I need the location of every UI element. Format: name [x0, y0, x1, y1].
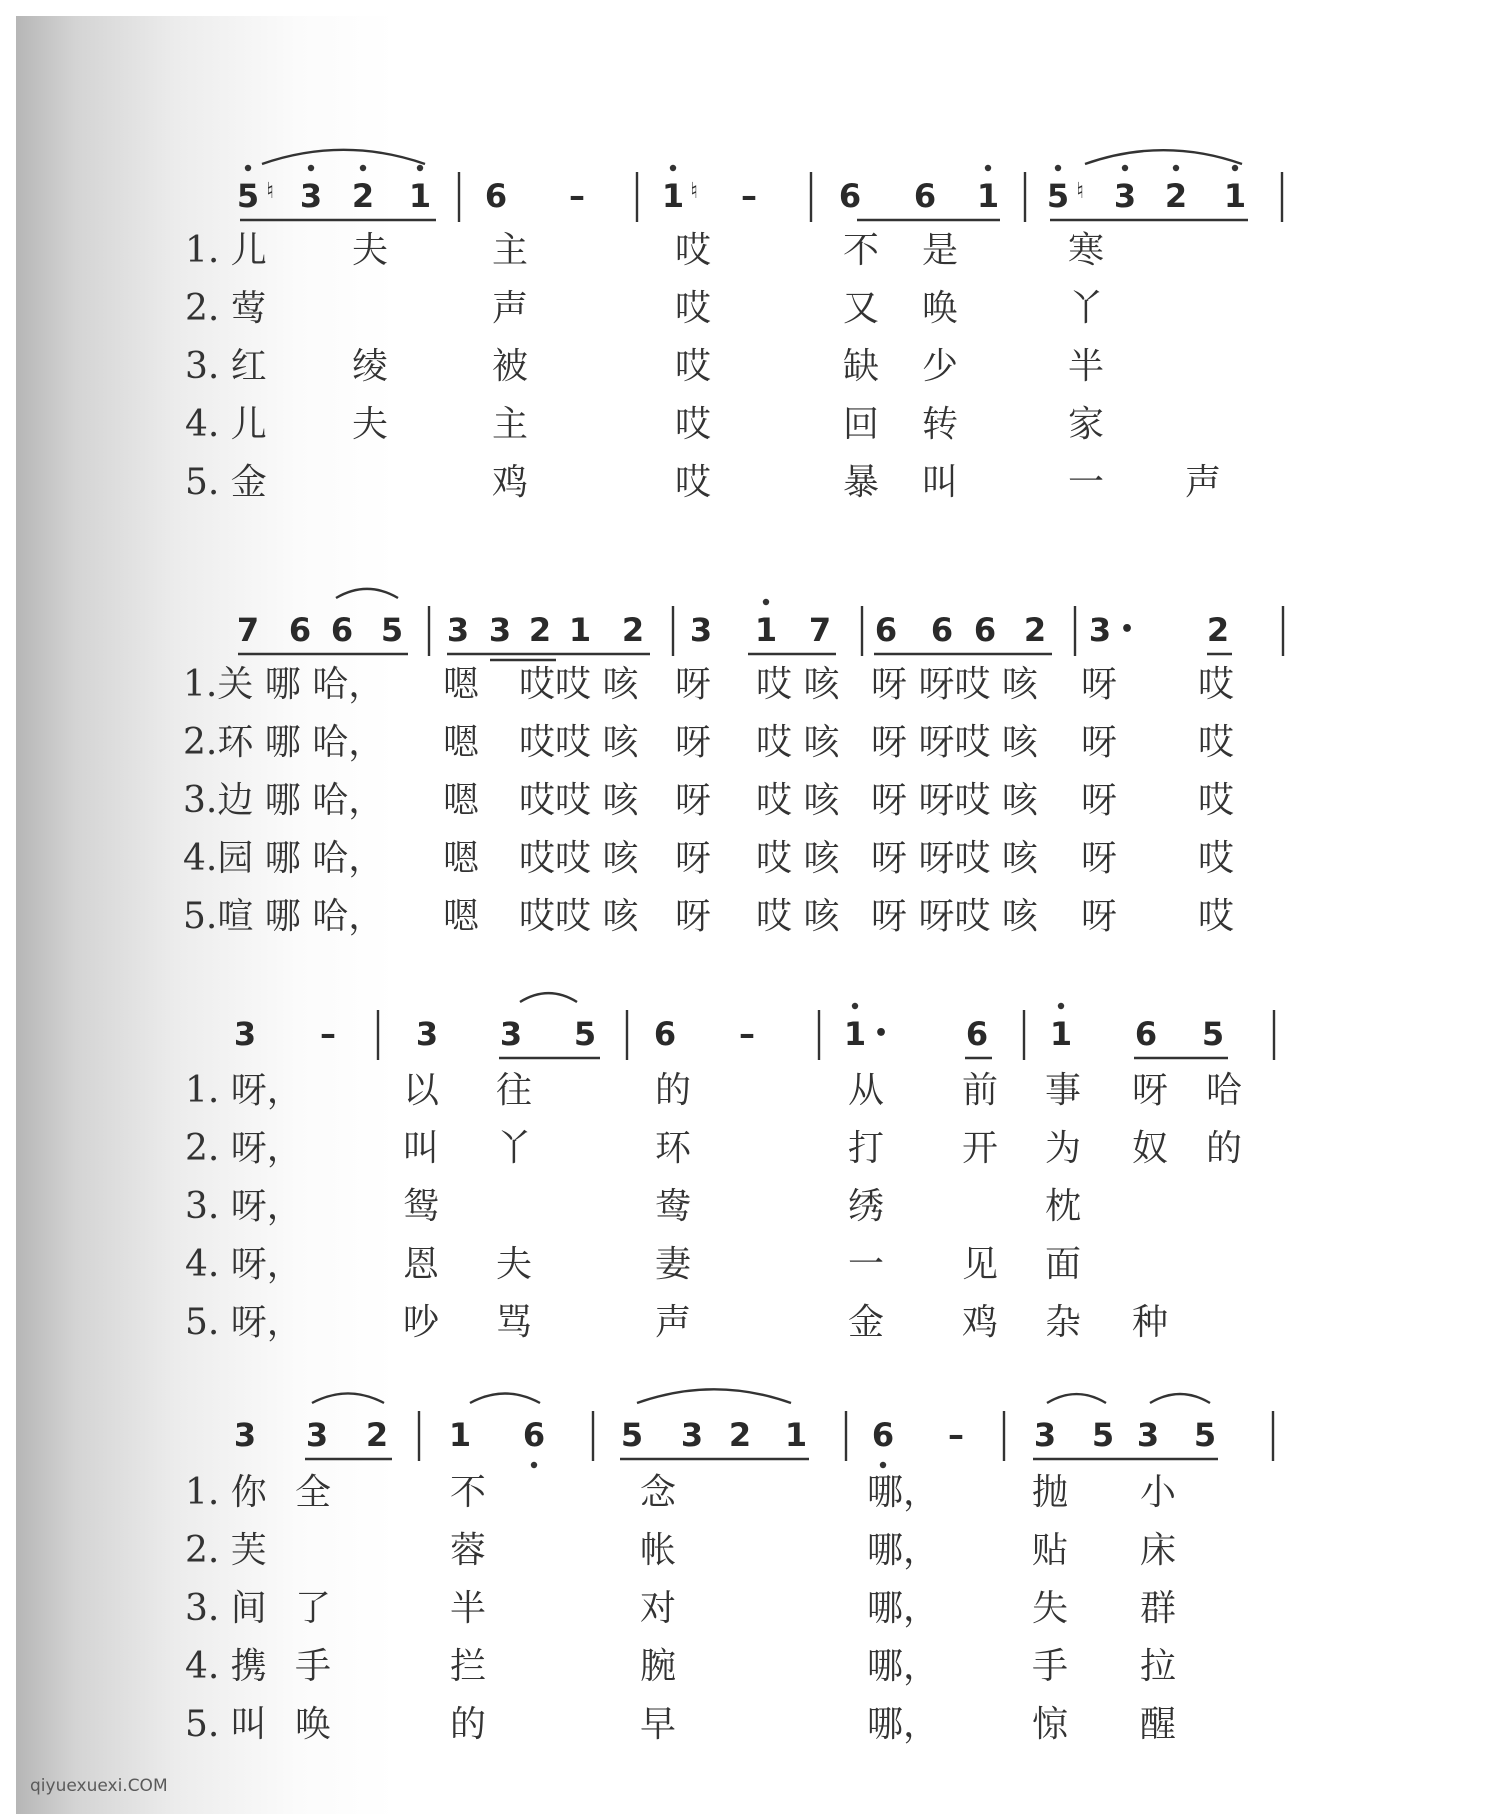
lyric-syllable: 的: [655, 1070, 692, 1111]
jianpu-note: 1: [784, 1416, 808, 1454]
octave-dot-above: [670, 165, 676, 171]
slur: [1150, 1394, 1210, 1403]
slur: [1085, 150, 1242, 164]
lyric-syllable: 哎: [1198, 896, 1235, 937]
lyric-syllable: 贴: [1032, 1530, 1069, 1571]
lyric-syllable: 3.边 哪 哈，: [183, 780, 385, 821]
lyric-syllable: 呀: [1132, 1070, 1169, 1111]
lyric-syllable: 哎 咳: [756, 780, 840, 821]
lyric-syllable: 呀: [1081, 722, 1118, 763]
lyric-syllable: 4. 呀，: [185, 1244, 303, 1285]
lyric-syllable: 哎哎 咳: [519, 722, 639, 763]
jianpu-note: 7: [236, 611, 260, 649]
jianpu-note: 6: [965, 1015, 989, 1053]
slur: [637, 1389, 791, 1403]
lyric-syllable: 又: [843, 288, 880, 329]
jianpu-note: 2: [1206, 611, 1230, 649]
lyric-syllable: 丫: [1068, 288, 1105, 329]
lyric-syllable: 的: [1206, 1128, 1243, 1169]
lyric-syllable: 哎: [675, 230, 712, 271]
lyric-syllable: 种: [1132, 1302, 1169, 1343]
lyric-syllable: 呀: [675, 780, 712, 821]
lyric-syllable: 哎: [1198, 664, 1235, 705]
lyric-syllable: 呀: [1081, 896, 1118, 937]
jianpu-note: 6: [330, 611, 354, 649]
jianpu-note: 3: [680, 1416, 704, 1454]
lyric-syllable: 早: [640, 1704, 677, 1745]
jianpu-note: 2: [365, 1416, 389, 1454]
jianpu-note: 3: [1088, 611, 1112, 649]
lyric-syllable: 枕: [1045, 1186, 1082, 1227]
jianpu-note: 3: [305, 1416, 329, 1454]
jianpu-note: 2: [621, 611, 645, 649]
lyric-syllable: 失: [1032, 1588, 1069, 1629]
lyric-syllable: 哪，: [867, 1530, 940, 1571]
jianpu-note: 1: [1049, 1015, 1073, 1053]
lyric-syllable: 骂: [496, 1302, 533, 1343]
jianpu-note: ♮: [1076, 179, 1084, 204]
jianpu-note: 7: [808, 611, 832, 649]
lyric-syllable: 3. 呀，: [185, 1186, 303, 1227]
jianpu-note: 6: [522, 1416, 546, 1454]
slur: [312, 1393, 384, 1403]
lyric-syllable: 杂: [1045, 1302, 1082, 1343]
lyric-syllable: 2. 莺: [185, 288, 267, 329]
lyric-syllable: 声: [492, 288, 529, 329]
jianpu-note: 6: [874, 611, 898, 649]
jianpu-note: –: [948, 1416, 964, 1454]
octave-dot-above: [308, 165, 314, 171]
lyric-syllable: 4. 携: [185, 1646, 267, 1687]
jianpu-note: 3: [233, 1015, 257, 1053]
lyric-syllable: 不: [843, 230, 880, 271]
lyric-syllable: 事: [1045, 1070, 1082, 1111]
lyric-syllable: 丫: [496, 1128, 533, 1169]
octave-dot-above: [763, 599, 769, 605]
lyric-syllable: 是: [922, 230, 959, 271]
lyric-syllable: 为: [1045, 1128, 1082, 1169]
jianpu-note: 3: [446, 611, 470, 649]
lyric-syllable: 手: [295, 1646, 332, 1687]
jianpu-note: 2: [528, 611, 552, 649]
lyric-syllable: 呀 呀哎 咳: [871, 722, 1038, 763]
lyric-syllable: 被: [492, 346, 529, 387]
lyric-syllable: 抛: [1032, 1472, 1069, 1513]
lyric-syllable: 嗯: [443, 896, 480, 937]
lyric-syllable: 嗯: [443, 780, 480, 821]
jianpu-note: 6: [484, 177, 508, 215]
lyric-syllable: 声: [655, 1302, 692, 1343]
lyric-syllable: 主: [492, 230, 529, 271]
lyric-syllable: 1. 你: [185, 1472, 267, 1513]
lyric-syllable: 转: [922, 404, 959, 445]
jianpu-note: ♮: [266, 179, 274, 204]
jianpu-note: 1: [754, 611, 778, 649]
lyric-syllable: 3. 间: [185, 1588, 267, 1629]
lyric-syllable: 夫: [352, 230, 389, 271]
lyric-syllable: 小: [1140, 1472, 1177, 1513]
lyric-syllable: 呀: [675, 722, 712, 763]
jianpu-note: 6: [973, 611, 997, 649]
lyric-syllable: 嗯: [443, 838, 480, 879]
lyric-syllable: 哎: [675, 404, 712, 445]
jianpu-note: 3: [415, 1015, 439, 1053]
lyric-syllable: 哈: [1206, 1070, 1243, 1111]
jianpu-note: 6: [288, 611, 312, 649]
lyric-syllable: 哪，: [867, 1704, 940, 1745]
lyric-syllable: 4.园 哪 哈，: [183, 838, 385, 879]
lyric-syllable: 5.喧 哪 哈，: [183, 896, 385, 937]
lyric-syllable: 夫: [496, 1244, 533, 1285]
lyric-syllable: 哎哎 咳: [519, 896, 639, 937]
lyric-syllable: 1. 儿: [185, 230, 267, 271]
jianpu-note: 2: [1164, 177, 1188, 215]
lyric-syllable: 呀: [1081, 780, 1118, 821]
lyric-syllable: 环: [655, 1128, 692, 1169]
lyric-syllable: 2. 芙: [185, 1530, 267, 1571]
lyric-syllable: 哎: [675, 288, 712, 329]
jianpu-note: 5: [1193, 1416, 1217, 1454]
lyric-syllable: 少: [922, 346, 959, 387]
jianpu-note: 6: [1134, 1015, 1158, 1053]
watermark-text: qiyuexuexi.COM: [30, 1776, 168, 1796]
lyric-syllable: 哎: [1198, 838, 1235, 879]
jianpu-note: 6: [913, 177, 937, 215]
jianpu-note: 1: [1223, 177, 1247, 215]
lyric-syllable: 夫: [352, 404, 389, 445]
jianpu-note: 1: [448, 1416, 472, 1454]
lyric-syllable: 哎哎 咳: [519, 838, 639, 879]
lyric-syllable: 半: [1068, 346, 1105, 387]
lyric-syllable: 半: [450, 1588, 487, 1629]
lyric-syllable: 哪，: [867, 1472, 940, 1513]
jianpu-note: 5: [236, 177, 260, 215]
lyric-syllable: 呀 呀哎 咳: [871, 664, 1038, 705]
jianpu-note: 1: [661, 177, 685, 215]
lyric-syllable: 呀: [1081, 838, 1118, 879]
lyric-syllable: 哎 咳: [756, 838, 840, 879]
octave-dot-below: [880, 1462, 886, 1468]
lyric-syllable: 了: [295, 1588, 332, 1629]
octave-dot-above: [1058, 1003, 1064, 1009]
slur: [262, 150, 425, 164]
lyric-syllable: 鸳: [403, 1186, 440, 1227]
lyric-syllable: 打: [848, 1128, 885, 1169]
jianpu-note: 5: [1091, 1416, 1115, 1454]
lyric-syllable: 一: [1068, 462, 1105, 503]
lyric-syllable: 2.环 哪 哈，: [183, 722, 385, 763]
jianpu-note: 6: [871, 1416, 895, 1454]
lyric-syllable: 3. 红: [185, 346, 267, 387]
lyric-syllable: 暴: [843, 462, 880, 503]
jianpu-note: 2: [351, 177, 375, 215]
lyric-syllable: 呀 呀哎 咳: [871, 780, 1038, 821]
lyric-syllable: 1.关 哪 哈，: [183, 664, 385, 705]
jianpu-note: 6: [838, 177, 862, 215]
lyric-syllable: 5. 叫: [185, 1704, 267, 1745]
lyric-syllable: 呀: [675, 838, 712, 879]
lyric-syllable: 声: [1185, 462, 1222, 503]
lyric-syllable: 妻: [655, 1244, 692, 1285]
jianpu-note: 3: [499, 1015, 523, 1053]
lyric-syllable: 惊: [1032, 1704, 1069, 1745]
lyric-syllable: 面: [1045, 1244, 1082, 1285]
octave-dot-above: [985, 165, 991, 171]
jianpu-note: –: [739, 1015, 755, 1053]
lyric-syllable: 吵: [403, 1302, 440, 1343]
jianpu-note: 6: [930, 611, 954, 649]
lyric-syllable: 恩: [403, 1244, 440, 1285]
lyric-syllable: 呀: [675, 896, 712, 937]
lyric-syllable: 全: [295, 1472, 332, 1513]
jianpu-note: 3: [488, 611, 512, 649]
lyric-syllable: 4. 儿: [185, 404, 267, 445]
lyric-syllable: 见: [962, 1244, 999, 1285]
lyric-syllable: 主: [492, 404, 529, 445]
lyric-syllable: 腕: [640, 1646, 677, 1687]
jianpu-note: ♮: [690, 179, 698, 204]
lyric-syllable: 以: [403, 1070, 440, 1111]
lyric-syllable: 哎哎 咳: [519, 664, 639, 705]
jianpu-note: 3: [299, 177, 323, 215]
lyric-syllable: 哎: [675, 346, 712, 387]
lyric-syllable: 帐: [640, 1530, 677, 1571]
octave-dot-above: [245, 165, 251, 171]
slur: [1047, 1394, 1106, 1403]
jianpu-note: 5: [573, 1015, 597, 1053]
jianpu-note: 1: [408, 177, 432, 215]
lyric-syllable: 醒: [1140, 1704, 1177, 1745]
lyric-syllable: 呀 呀哎 咳: [871, 838, 1038, 879]
lyric-syllable: 哎: [1198, 780, 1235, 821]
lyric-syllable: 呀 呀哎 咳: [871, 896, 1038, 937]
jianpu-note: 5: [380, 611, 404, 649]
octave-dot-above: [1232, 165, 1238, 171]
jianpu-note: –: [569, 177, 585, 215]
lyric-syllable: 绫: [352, 346, 389, 387]
jianpu-note: 2: [1023, 611, 1047, 649]
jianpu-note: 1: [976, 177, 1000, 215]
octave-dot-above: [360, 165, 366, 171]
lyric-syllable: 哪，: [867, 1588, 940, 1629]
lyric-syllable: 呀: [1081, 664, 1118, 705]
jianpu-note: 3: [1033, 1416, 1057, 1454]
lyric-syllable: 家: [1068, 404, 1105, 445]
octave-dot-above: [1055, 165, 1061, 171]
music-sheet: [16, 16, 1500, 1814]
lyric-syllable: 嗯: [443, 664, 480, 705]
jianpu-note: 2: [728, 1416, 752, 1454]
lyric-syllable: 不: [450, 1472, 487, 1513]
lyric-syllable: 叫: [403, 1128, 440, 1169]
lyric-syllable: 哎 咳: [756, 664, 840, 705]
slur: [520, 993, 577, 1002]
lyric-syllable: 对: [640, 1588, 677, 1629]
jianpu-note: 1: [843, 1015, 867, 1053]
lyric-syllable: 鸯: [655, 1186, 692, 1227]
lyric-syllable: 缺: [843, 346, 880, 387]
slur: [336, 589, 398, 598]
octave-dot-above: [852, 1003, 858, 1009]
lyric-syllable: 从: [848, 1070, 885, 1111]
lyric-syllable: 的: [450, 1704, 487, 1745]
lyric-syllable: 5. 金: [185, 462, 267, 503]
lyric-syllable: 拦: [450, 1646, 487, 1687]
jianpu-note: •: [1119, 617, 1135, 642]
lyric-syllable: 唤: [922, 288, 959, 329]
jianpu-note: 3: [689, 611, 713, 649]
lyric-syllable: 叫: [922, 462, 959, 503]
lyric-syllable: 鸡: [492, 462, 529, 503]
lyric-syllable: 鸡: [962, 1302, 999, 1343]
lyric-syllable: 2. 呀，: [185, 1128, 303, 1169]
lyric-syllable: 群: [1140, 1588, 1177, 1629]
jianpu-note: 6: [653, 1015, 677, 1053]
lyric-syllable: 金: [848, 1302, 885, 1343]
lyric-syllable: 往: [496, 1070, 533, 1111]
jianpu-note: 3: [233, 1416, 257, 1454]
lyric-syllable: 拉: [1140, 1646, 1177, 1687]
lyric-syllable: 回: [843, 404, 880, 445]
slur: [470, 1394, 540, 1404]
lyric-syllable: 唤: [295, 1704, 332, 1745]
lyric-syllable: 嗯: [443, 722, 480, 763]
lyric-syllable: 哎 咳: [756, 722, 840, 763]
lyric-syllable: 哎哎 咳: [519, 780, 639, 821]
octave-dot-below: [531, 1462, 537, 1468]
jianpu-note: 5: [1201, 1015, 1225, 1053]
lyric-syllable: 念: [640, 1472, 677, 1513]
jianpu-note: –: [741, 177, 757, 215]
jianpu-note: 1: [568, 611, 592, 649]
lyric-syllable: 绣: [848, 1186, 885, 1227]
lyric-syllable: 手: [1032, 1646, 1069, 1687]
lyric-syllable: 呀: [675, 664, 712, 705]
lyric-syllable: 一: [848, 1244, 885, 1285]
lyric-syllable: 蓉: [450, 1530, 487, 1571]
jianpu-note: 3: [1113, 177, 1137, 215]
octave-dot-above: [417, 165, 423, 171]
lyric-syllable: 哎: [1198, 722, 1235, 763]
lyric-syllable: 哪，: [867, 1646, 940, 1687]
lyric-syllable: 寒: [1068, 230, 1105, 271]
lyric-syllable: 1. 呀，: [185, 1070, 303, 1111]
lyric-syllable: 哎 咳: [756, 896, 840, 937]
octave-dot-above: [1173, 165, 1179, 171]
lyric-syllable: 前: [962, 1070, 999, 1111]
lyric-syllable: 床: [1140, 1530, 1177, 1571]
jianpu-note: 3: [1136, 1416, 1160, 1454]
jianpu-note: 5: [620, 1416, 644, 1454]
lyric-syllable: 哎: [675, 462, 712, 503]
lyric-syllable: 开: [962, 1128, 999, 1169]
lyric-syllable: 奴: [1132, 1128, 1169, 1169]
lyric-syllable: 5. 呀，: [185, 1302, 303, 1343]
jianpu-note: •: [873, 1021, 889, 1046]
jianpu-note: 5: [1046, 177, 1070, 215]
jianpu-note: –: [320, 1015, 336, 1053]
octave-dot-above: [1122, 165, 1128, 171]
